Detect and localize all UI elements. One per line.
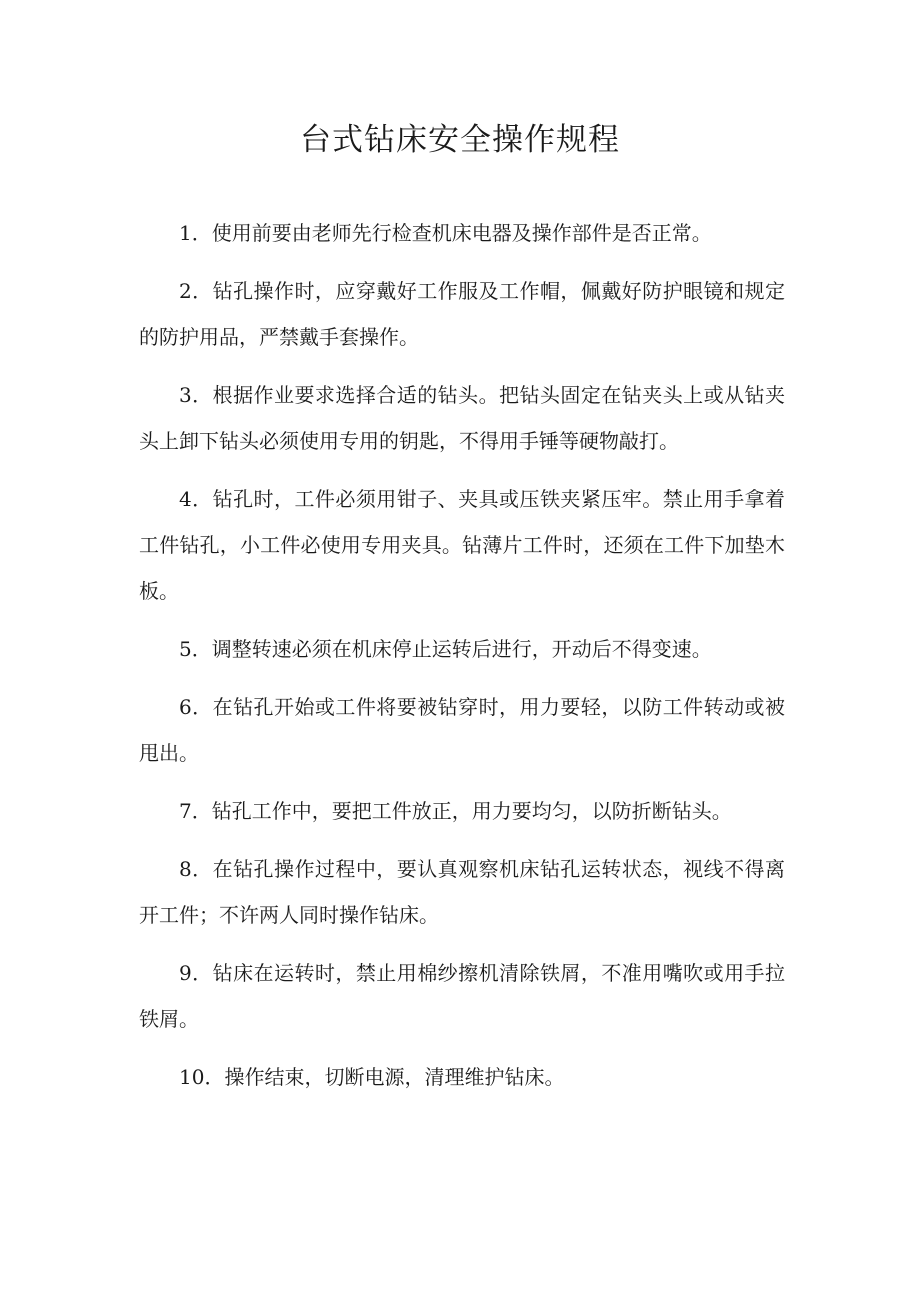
rule-item: 5．调整转速必须在机床停止运转后进行，开动后不得变速。 xyxy=(179,637,712,661)
rule-item: 10．操作结束，切断电源，清理维护钻床。 xyxy=(179,1065,565,1089)
rule-item: 2．钻孔操作时，应穿戴好工作服及工作帽，佩戴好防护眼镜和规定的防护用品，严禁戴手套操作。 xyxy=(139,279,785,349)
rule-item: 7．钻孔工作中，要把工件放正，用力要均匀，以防折断钻头。 xyxy=(179,799,732,823)
rule-item: 8．在钻孔操作过程中，要认真观察机床钻孔运转状态，视线不得离开工件；不许两人同时操作钻床。 xyxy=(139,857,785,927)
rule-item: 9．钻床在运转时，禁止用棉纱擦机清除铁屑，不准用嘴吹或用手拉铁屑。 xyxy=(139,961,785,1031)
page-title: 台式钻床安全操作规程 xyxy=(300,122,620,158)
rule-item: 6．在钻孔开始或工件将要被钻穿时，用力要轻，以防工件转动或被甩出。 xyxy=(139,695,785,765)
rule-item: 1．使用前要由老师先行检查机床电器及操作部件是否正常。 xyxy=(179,221,712,245)
rule-item: 3．根据作业要求选择合适的钻头。把钻头固定在钻夹头上或从钻夹头上卸下钻头必须使用专用的钥匙，不得用手锤等硬物敲打。 xyxy=(139,383,785,453)
rule-list xyxy=(139,210,785,1112)
rule-item: 4．钻孔时，工件必须用钳子、夹具或压铁夹紧压牢。禁止用手拿着工件钻孔，小工件必使用专用夹具。钻薄片工件时，还须在工件下加垫木板。 xyxy=(139,487,785,603)
